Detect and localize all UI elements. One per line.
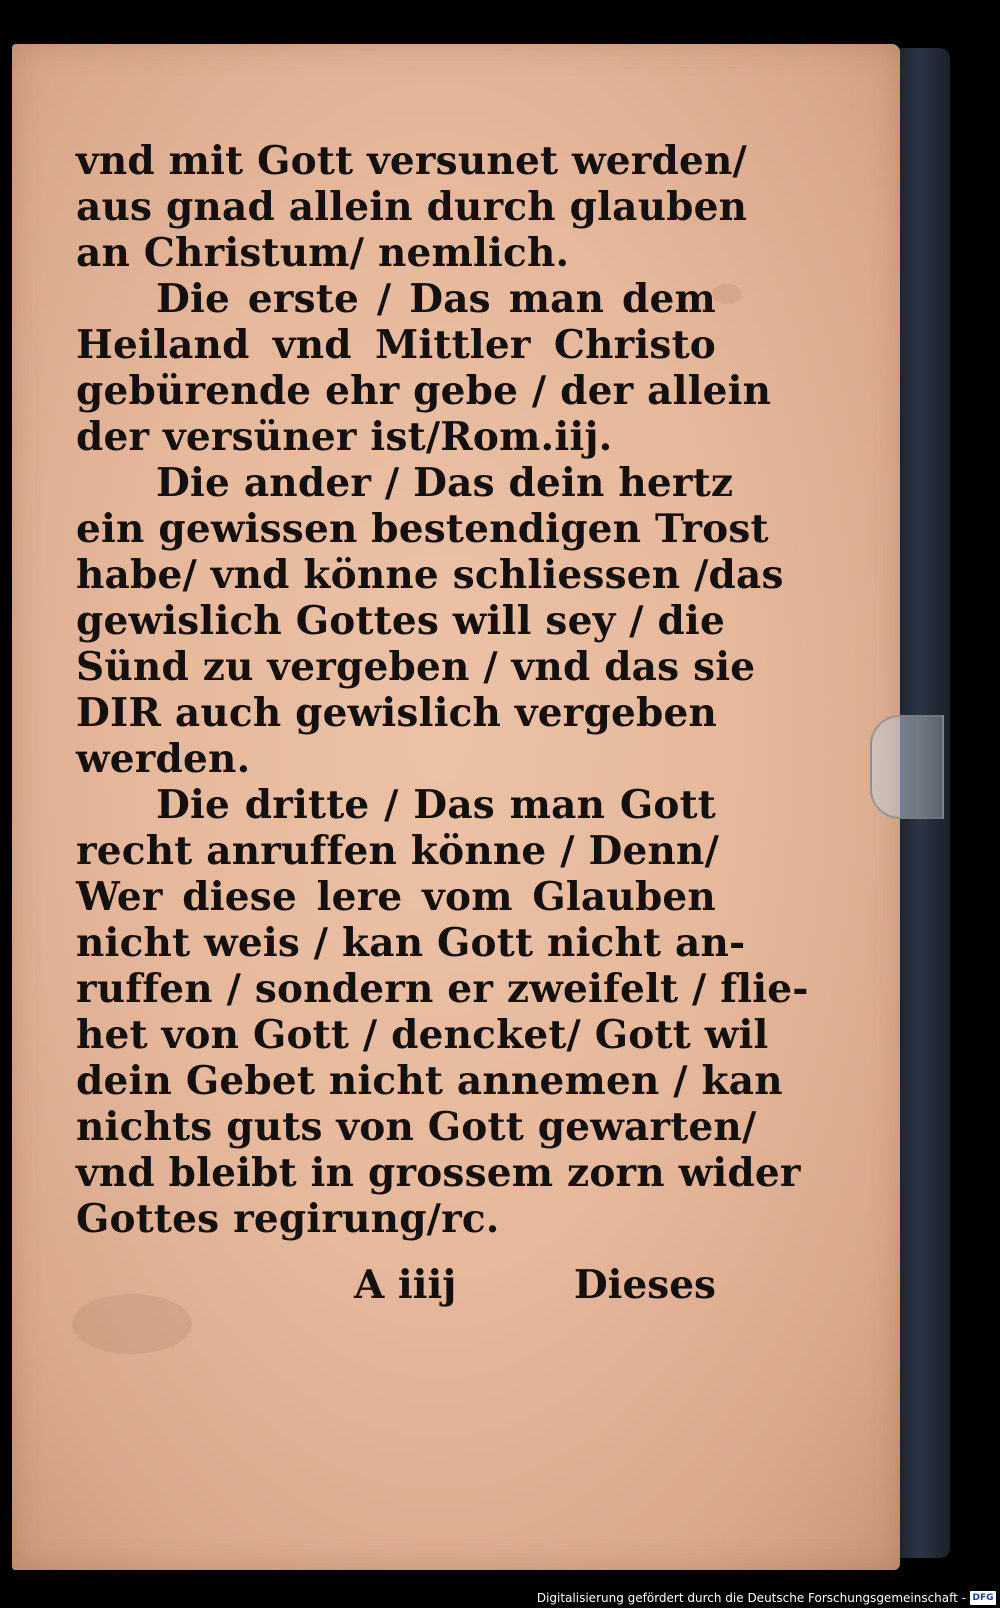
text-line: aus gnad allein durch glauben (76, 184, 748, 230)
text-line: het von Gott / dencket/ Gott wil (76, 1012, 769, 1058)
text-line: habe/ vnd könne schliessen /das (76, 552, 784, 598)
catchword: Dieses (573, 1262, 716, 1308)
text-line: der versüner ist/Rom.iij. (76, 414, 613, 460)
text-line: vnd bleibt in grossem zorn wider (76, 1150, 801, 1196)
text-line: ruffen / sondern er zweifelt / flie- (76, 966, 809, 1012)
text-line: Sünd zu vergeben / vnd das sie (76, 644, 756, 690)
text-line: ein gewissen bestendigen Trost (76, 506, 769, 552)
text-line: gebürende ehr gebe / der allein (76, 368, 772, 414)
credit-bar (0, 1588, 1000, 1608)
text-line: Gottes regirung/rc. (76, 1196, 500, 1242)
dfg-logo-icon: DFG (970, 1591, 996, 1605)
text-line: Wer diese lere vom Glauben (76, 874, 716, 920)
text-line: nicht weis / kan Gott nicht an- (76, 920, 746, 966)
text-line: vnd mit Gott versunet werden/ (76, 138, 747, 184)
page-clip (870, 715, 944, 819)
page-text (76, 138, 809, 1242)
text-line: nichts guts von Gott gewarten/ (76, 1104, 757, 1150)
text-line: an Christum/ nemlich. (76, 230, 570, 276)
text-line: Die ander / Das dein hertz (156, 460, 734, 506)
text-line: recht anruffen könne / Denn/ (76, 828, 720, 874)
text-line: gewislich Gottes will sey / die (76, 598, 725, 644)
text-line: Die dritte / Das man Gott (156, 782, 716, 828)
text-line: Die erste / Das man dem (156, 276, 716, 322)
signature-mark: A iiij (354, 1262, 457, 1308)
text-line: Heiland vnd Mittler Christo (76, 322, 716, 368)
text-line: DIR auch gewislich vergeben (76, 690, 718, 736)
paper-stain (712, 284, 742, 304)
text-line: werden. (76, 736, 251, 782)
page-footer (76, 1262, 716, 1312)
credit-text: Digitalisierung gefördert durch die Deutsche Forschungsgemeinschaft - (536, 1591, 966, 1605)
text-line: dein Gebet nicht annemen / kan (76, 1058, 783, 1104)
